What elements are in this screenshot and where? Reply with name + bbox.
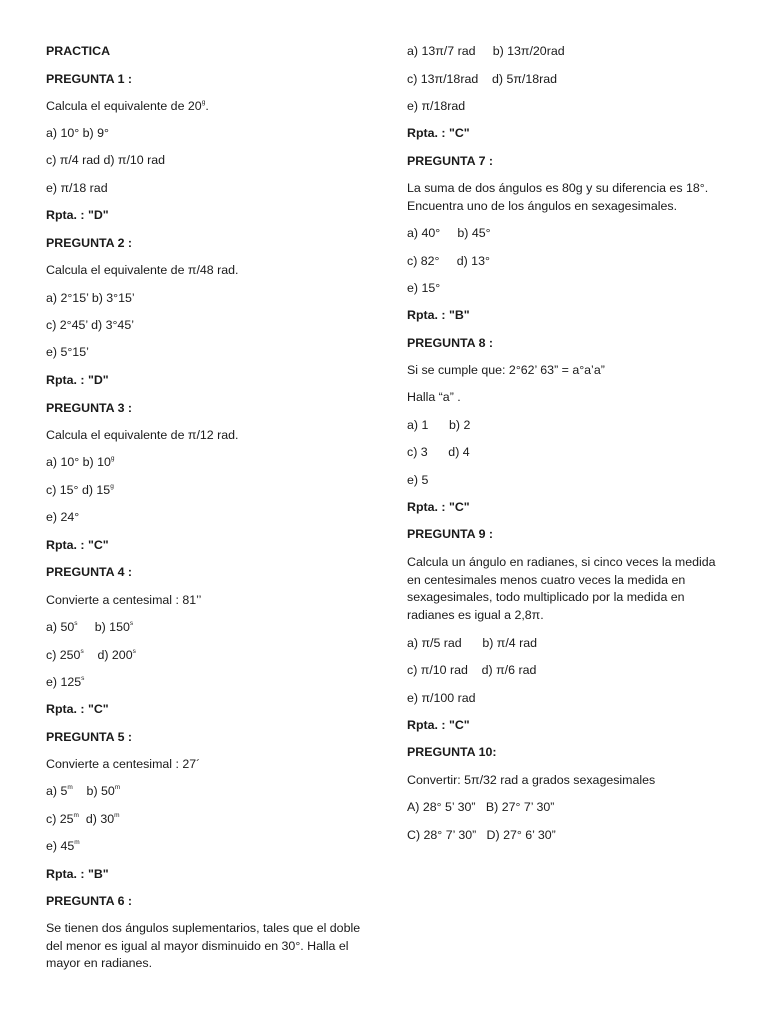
question-1-label: PREGUNTA 1 :: [46, 72, 133, 86]
question-2-option-e: e) 5°15’: [46, 345, 89, 359]
question-8-label: PREGUNTA 8 :: [407, 336, 494, 350]
question-1-answer: Rpta. : "D": [46, 208, 109, 222]
question-7-answer: Rpta. : "B": [407, 308, 470, 322]
question-3-text: Calcula el equivalente de π/12 rad.: [46, 428, 239, 442]
question-9-label: PREGUNTA 9 :: [407, 527, 494, 541]
question-3-label: PREGUNTA 3 :: [46, 401, 133, 415]
question-9-option-e: e) π/100 rad: [407, 691, 476, 705]
question-9-option-ab: a) π/5 rad b) π/4 rad: [407, 636, 538, 650]
question-5-answer: Rpta. : "B": [46, 867, 109, 881]
question-5-label: PREGUNTA 5 :: [46, 730, 133, 744]
question-8-option-cd: c) 3 d) 4: [407, 445, 470, 459]
question-10-text: Convertir: 5π/32 rad a grados sexagesimales: [407, 773, 656, 787]
question-10-option-ab: A) 28° 5’ 30” B) 27° 7’ 30”: [407, 800, 555, 814]
question-10-option-cd: C) 28° 7’ 30” D) 27° 6’ 30”: [407, 828, 556, 842]
question-4-label: PREGUNTA 4 :: [46, 565, 133, 579]
question-1-option-e: e) π/18 rad: [46, 181, 108, 195]
question-2-option-cd: c) 2°45’ d) 3°45’: [46, 318, 134, 332]
question-5-option-e: e) 45$^m$: [46, 839, 80, 853]
question-8-text: Si se cumple que: 2°62’ 63” = a°a’a”: [407, 363, 605, 377]
question-3-option-cd: c) 15° d) 15$^g$: [46, 483, 114, 497]
question-1-option-ab: a) 10° b) 9°: [46, 126, 109, 140]
question-6-option-e: e) π/18rad: [407, 99, 466, 113]
question-3-option-ab: a) 10° b) 10$^g$: [46, 455, 115, 469]
question-6-option-ab: a) 13π/7 rad b) 13π/20rad: [407, 44, 565, 58]
question-2-text: Calcula el equivalente de π/48 rad.: [46, 263, 239, 277]
question-4-answer: Rpta. : "C": [46, 702, 109, 716]
question-1-option-cd: c) π/4 rad d) π/10 rad: [46, 153, 166, 167]
question-7-option-ab: a) 40° b) 45°: [407, 226, 491, 240]
question-4-option-cd: c) 250$^s$ d) 200$^s$: [46, 648, 136, 662]
question-4-text: Convierte a centesimal : 81’’: [46, 593, 202, 607]
question-1-text: Calcula el equivalente de 20$^g$.: [46, 99, 209, 113]
question-2-option-ab: a) 2°15’ b) 3°15’: [46, 291, 135, 305]
question-4-option-ab: a) 50$^s$ b) 150$^s$: [46, 620, 134, 634]
question-6-answer: Rpta. : "C": [407, 126, 470, 140]
question-2-answer: Rpta. : "D": [46, 373, 109, 387]
question-6-text: Se tienen dos ángulos suplementarios, tales que el doble del menor es igual al mayor disminuido en 30°. Halla el mayor en radianes.: [46, 921, 361, 970]
question-7-option-e: e) 15°: [407, 281, 441, 295]
question-2-label: PREGUNTA 2 :: [46, 236, 133, 250]
question-7-text: La suma de dos ángulos es 80g y su diferencia es 18°. Encuentra uno de los ángulos en sexagesimales.: [407, 181, 709, 213]
question-8-answer: Rpta. : "C": [407, 500, 470, 514]
question-8-option-e: e) 5: [407, 473, 429, 487]
question-3-answer: Rpta. : "C": [46, 538, 109, 552]
question-6-option-cd: c) 13π/18rad d) 5π/18rad: [407, 72, 558, 86]
question-9-option-cd: c) π/10 rad d) π/6 rad: [407, 663, 537, 677]
question-9-text: Calcula un ángulo en radianes, si cinco veces la medida en centesimales menos cuatro veces la medida en sexagesimales, todo multiplicado por la medida en radianes es igual a 2,8π.: [407, 555, 716, 622]
question-3-option-e: e) 24°: [46, 510, 80, 524]
question-7-label: PREGUNTA 7 :: [407, 154, 494, 168]
question-6-label: PREGUNTA 6 :: [46, 894, 133, 908]
question-8-prompt: Halla “a” .: [407, 390, 461, 404]
question-7-option-cd: c) 82° d) 13°: [407, 254, 490, 268]
question-5-option-ab: a) 5$^m$ b) 50$^m$: [46, 784, 121, 798]
question-4-option-e: e) 125$^s$: [46, 675, 85, 689]
question-5-option-cd: c) 25$^m$ d) 30$^m$: [46, 812, 120, 826]
question-10-label: PREGUNTA 10:: [407, 745, 497, 759]
question-9-answer: Rpta. : "C": [407, 718, 470, 732]
question-5-text: Convierte a centesimal : 27´: [46, 757, 201, 771]
practice-title: PRACTICA: [46, 44, 111, 58]
question-8-option-ab: a) 1 b) 2: [407, 418, 471, 432]
